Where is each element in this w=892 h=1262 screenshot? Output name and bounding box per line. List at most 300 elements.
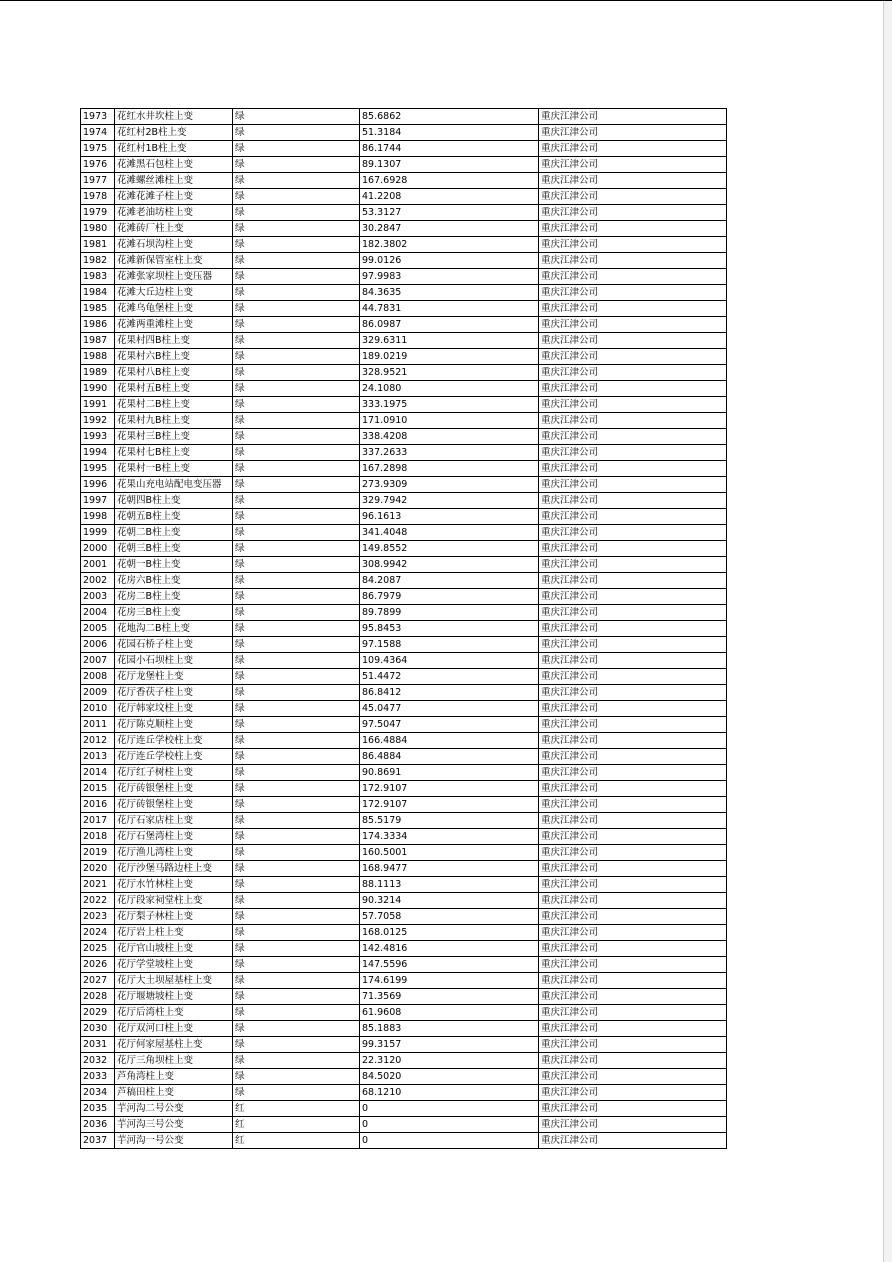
table-row (81, 557, 727, 573)
transformer-name-cell: 花厅渔儿湾柱上变 (115, 845, 233, 861)
company-cell: 重庆江津公司 (539, 333, 727, 349)
row-number-cell: 2013 (81, 749, 115, 765)
table-row (81, 909, 727, 925)
company-cell: 重庆江津公司 (539, 381, 727, 397)
row-number-cell: 1980 (81, 221, 115, 237)
status-color-cell: 红 (233, 1133, 360, 1149)
table-row (81, 861, 727, 877)
status-color-cell: 绿 (233, 205, 360, 221)
value-cell: 149.8552 (360, 541, 539, 557)
transformer-name-cell: 花厅大土坝屋基柱上变 (115, 973, 233, 989)
company-cell: 重庆江津公司 (539, 589, 727, 605)
table-row (81, 893, 727, 909)
company-cell: 重庆江津公司 (539, 493, 727, 509)
row-number-cell: 2031 (81, 1037, 115, 1053)
status-color-cell: 绿 (233, 797, 360, 813)
table-row (81, 813, 727, 829)
status-color-cell: 绿 (233, 221, 360, 237)
transformer-name-cell: 花厅梨子林柱上变 (115, 909, 233, 925)
value-cell: 329.6311 (360, 333, 539, 349)
table-row (81, 589, 727, 605)
value-cell: 0 (360, 1133, 539, 1149)
status-color-cell: 红 (233, 1117, 360, 1133)
status-color-cell: 绿 (233, 701, 360, 717)
company-cell: 重庆江津公司 (539, 1085, 727, 1101)
value-cell: 328.9521 (360, 365, 539, 381)
status-color-cell: 绿 (233, 925, 360, 941)
value-cell: 22.3120 (360, 1053, 539, 1069)
status-color-cell: 绿 (233, 477, 360, 493)
transformer-name-cell: 花滩石坝沟柱上变 (115, 237, 233, 253)
status-color-cell: 绿 (233, 173, 360, 189)
table-row (81, 573, 727, 589)
table-row (81, 509, 727, 525)
row-number-cell: 1996 (81, 477, 115, 493)
row-number-cell: 1973 (81, 109, 115, 125)
transformer-name-cell: 花厅三角坝柱上变 (115, 1053, 233, 1069)
company-cell: 重庆江津公司 (539, 1101, 727, 1117)
table-row (81, 285, 727, 301)
table-row (81, 845, 727, 861)
table-row (81, 397, 727, 413)
value-cell: 147.5596 (360, 957, 539, 973)
value-cell: 86.1744 (360, 141, 539, 157)
company-cell: 重庆江津公司 (539, 877, 727, 893)
row-number-cell: 1987 (81, 333, 115, 349)
transformer-name-cell: 花厅石堡湾柱上变 (115, 829, 233, 845)
company-cell: 重庆江津公司 (539, 637, 727, 653)
row-number-cell: 2017 (81, 813, 115, 829)
transformer-name-cell: 花滩砖厂柱上变 (115, 221, 233, 237)
row-number-cell: 1984 (81, 285, 115, 301)
row-number-cell: 2019 (81, 845, 115, 861)
table-row (81, 237, 727, 253)
row-number-cell: 1982 (81, 253, 115, 269)
company-cell: 重庆江津公司 (539, 909, 727, 925)
table-row (81, 797, 727, 813)
status-color-cell: 绿 (233, 893, 360, 909)
transformer-name-cell: 花厅红子树柱上变 (115, 765, 233, 781)
row-number-cell: 1977 (81, 173, 115, 189)
value-cell: 171.0910 (360, 413, 539, 429)
row-number-cell: 1974 (81, 125, 115, 141)
transformer-name-cell: 花果村二B柱上变 (115, 397, 233, 413)
table-row (81, 637, 727, 653)
row-number-cell: 2002 (81, 573, 115, 589)
status-color-cell: 绿 (233, 813, 360, 829)
value-cell: 329.7942 (360, 493, 539, 509)
table-row (81, 317, 727, 333)
company-cell: 重庆江津公司 (539, 557, 727, 573)
value-cell: 41.2208 (360, 189, 539, 205)
value-cell: 97.1588 (360, 637, 539, 653)
status-color-cell: 绿 (233, 253, 360, 269)
status-color-cell: 绿 (233, 653, 360, 669)
status-color-cell: 绿 (233, 717, 360, 733)
row-number-cell: 2022 (81, 893, 115, 909)
status-color-cell: 绿 (233, 829, 360, 845)
table-row (81, 1085, 727, 1101)
row-number-cell: 2027 (81, 973, 115, 989)
value-cell: 97.5047 (360, 717, 539, 733)
status-color-cell: 绿 (233, 1037, 360, 1053)
row-number-cell: 1992 (81, 413, 115, 429)
value-cell: 85.6862 (360, 109, 539, 125)
value-cell: 51.4472 (360, 669, 539, 685)
table-row (81, 141, 727, 157)
status-color-cell: 绿 (233, 333, 360, 349)
table-row (81, 205, 727, 221)
value-cell: 168.0125 (360, 925, 539, 941)
row-number-cell: 2012 (81, 733, 115, 749)
company-cell: 重庆江津公司 (539, 445, 727, 461)
transformer-name-cell: 花滩花滩子柱上变 (115, 189, 233, 205)
scrollbar-track[interactable] (883, 1, 892, 1262)
transformer-name-cell: 花厅岩上柱上变 (115, 925, 233, 941)
company-cell: 重庆江津公司 (539, 781, 727, 797)
transformer-name-cell: 花朝一B柱上变 (115, 557, 233, 573)
table-row (81, 957, 727, 973)
transformer-name-cell: 花果村五B柱上变 (115, 381, 233, 397)
value-cell: 160.5001 (360, 845, 539, 861)
status-color-cell: 绿 (233, 573, 360, 589)
row-number-cell: 2018 (81, 829, 115, 845)
transformer-name-cell: 芦稿田柱上变 (115, 1085, 233, 1101)
status-color-cell: 绿 (233, 909, 360, 925)
value-cell: 24.1080 (360, 381, 539, 397)
table-row (81, 429, 727, 445)
company-cell: 重庆江津公司 (539, 525, 727, 541)
company-cell: 重庆江津公司 (539, 653, 727, 669)
status-color-cell: 绿 (233, 525, 360, 541)
transformer-name-cell: 花果村九B柱上变 (115, 413, 233, 429)
row-number-cell: 2003 (81, 589, 115, 605)
row-number-cell: 1978 (81, 189, 115, 205)
row-number-cell: 2033 (81, 1069, 115, 1085)
table-row (81, 1005, 727, 1021)
row-number-cell: 1991 (81, 397, 115, 413)
company-cell: 重庆江津公司 (539, 109, 727, 125)
table-row (81, 989, 727, 1005)
value-cell: 84.3635 (360, 285, 539, 301)
value-cell: 99.0126 (360, 253, 539, 269)
table-row (81, 621, 727, 637)
value-cell: 337.2633 (360, 445, 539, 461)
row-number-cell: 2010 (81, 701, 115, 717)
row-number-cell: 2032 (81, 1053, 115, 1069)
table-row (81, 1101, 727, 1117)
company-cell: 重庆江津公司 (539, 301, 727, 317)
value-cell: 95.8453 (360, 621, 539, 637)
row-number-cell: 2007 (81, 653, 115, 669)
row-number-cell: 1981 (81, 237, 115, 253)
value-cell: 308.9942 (360, 557, 539, 573)
transformer-name-cell: 花厅陈克顺柱上变 (115, 717, 233, 733)
table-row (81, 189, 727, 205)
value-cell: 86.7979 (360, 589, 539, 605)
status-color-cell: 绿 (233, 109, 360, 125)
table-row (81, 781, 727, 797)
status-color-cell: 绿 (233, 845, 360, 861)
company-cell: 重庆江津公司 (539, 749, 727, 765)
status-color-cell: 绿 (233, 781, 360, 797)
value-cell: 86.0987 (360, 317, 539, 333)
company-cell: 重庆江津公司 (539, 205, 727, 221)
row-number-cell: 2008 (81, 669, 115, 685)
transformer-name-cell: 花朝二B柱上变 (115, 525, 233, 541)
company-cell: 重庆江津公司 (539, 1037, 727, 1053)
status-color-cell: 绿 (233, 877, 360, 893)
company-cell: 重庆江津公司 (539, 317, 727, 333)
row-number-cell: 2021 (81, 877, 115, 893)
transformer-name-cell: 花果村一B柱上变 (115, 461, 233, 477)
table-row (81, 925, 727, 941)
value-cell: 30.2847 (360, 221, 539, 237)
company-cell: 重庆江津公司 (539, 157, 727, 173)
value-cell: 89.7899 (360, 605, 539, 621)
status-color-cell: 绿 (233, 1053, 360, 1069)
status-color-cell: 绿 (233, 941, 360, 957)
company-cell: 重庆江津公司 (539, 349, 727, 365)
transformer-name-cell: 花滩新保管室柱上变 (115, 253, 233, 269)
table-row (81, 829, 727, 845)
transformer-name-cell: 花厅后湾柱上变 (115, 1005, 233, 1021)
transformer-name-cell: 芋河沟一号公变 (115, 1133, 233, 1149)
value-cell: 68.1210 (360, 1085, 539, 1101)
company-cell: 重庆江津公司 (539, 1069, 727, 1085)
company-cell: 重庆江津公司 (539, 1005, 727, 1021)
table-row (81, 765, 727, 781)
transformer-name-cell: 花厅堰塘坡柱上变 (115, 989, 233, 1005)
row-number-cell: 1995 (81, 461, 115, 477)
transformer-name-cell: 花果山充电站配电变压器 (115, 477, 233, 493)
company-cell: 重庆江津公司 (539, 477, 727, 493)
company-cell: 重庆江津公司 (539, 701, 727, 717)
value-cell: 142.4816 (360, 941, 539, 957)
value-cell: 51.3184 (360, 125, 539, 141)
table-row (81, 125, 727, 141)
value-cell: 53.3127 (360, 205, 539, 221)
status-color-cell: 红 (233, 1101, 360, 1117)
row-number-cell: 1985 (81, 301, 115, 317)
value-cell: 85.5179 (360, 813, 539, 829)
status-color-cell: 绿 (233, 557, 360, 573)
status-color-cell: 绿 (233, 989, 360, 1005)
transformer-name-cell: 花房三B柱上变 (115, 605, 233, 621)
value-cell: 45.0477 (360, 701, 539, 717)
company-cell: 重庆江津公司 (539, 541, 727, 557)
status-color-cell: 绿 (233, 493, 360, 509)
row-number-cell: 2006 (81, 637, 115, 653)
transformer-name-cell: 花厅石家店柱上变 (115, 813, 233, 829)
company-cell: 重庆江津公司 (539, 189, 727, 205)
transformer-name-cell: 花滩张家坝柱上变压器 (115, 269, 233, 285)
status-color-cell: 绿 (233, 461, 360, 477)
company-cell: 重庆江津公司 (539, 621, 727, 637)
value-cell: 97.9983 (360, 269, 539, 285)
company-cell: 重庆江津公司 (539, 1133, 727, 1149)
transformer-name-cell: 花厅龙堡柱上变 (115, 669, 233, 685)
table-row (81, 445, 727, 461)
transformer-name-cell: 花园石桥子柱上变 (115, 637, 233, 653)
value-cell: 84.2087 (360, 573, 539, 589)
company-cell: 重庆江津公司 (539, 829, 727, 845)
row-number-cell: 1994 (81, 445, 115, 461)
table-row (81, 669, 727, 685)
table-row (81, 333, 727, 349)
company-cell: 重庆江津公司 (539, 141, 727, 157)
value-cell: 168.9477 (360, 861, 539, 877)
company-cell: 重庆江津公司 (539, 765, 727, 781)
value-cell: 61.9608 (360, 1005, 539, 1021)
status-color-cell: 绿 (233, 589, 360, 605)
transformer-name-cell: 花厅连丘学校柱上变 (115, 749, 233, 765)
row-number-cell: 2025 (81, 941, 115, 957)
table-row (81, 1037, 727, 1053)
transformer-name-cell: 花厅官山坡柱上变 (115, 941, 233, 957)
table-row (81, 1133, 727, 1149)
transformer-name-cell: 花滩螺丝滩柱上变 (115, 173, 233, 189)
row-number-cell: 2029 (81, 1005, 115, 1021)
table-row (81, 365, 727, 381)
company-cell: 重庆江津公司 (539, 845, 727, 861)
company-cell: 重庆江津公司 (539, 413, 727, 429)
company-cell: 重庆江津公司 (539, 733, 727, 749)
transformer-name-cell: 花厅双河口柱上变 (115, 1021, 233, 1037)
table-row (81, 941, 727, 957)
transformer-name-cell: 芋河沟三号公变 (115, 1117, 233, 1133)
row-number-cell: 2037 (81, 1133, 115, 1149)
company-cell: 重庆江津公司 (539, 237, 727, 253)
table-row (81, 541, 727, 557)
value-cell: 0 (360, 1101, 539, 1117)
status-color-cell: 绿 (233, 1021, 360, 1037)
value-cell: 273.9309 (360, 477, 539, 493)
transformer-name-cell: 花厅水竹林柱上变 (115, 877, 233, 893)
status-color-cell: 绿 (233, 621, 360, 637)
status-color-cell: 绿 (233, 365, 360, 381)
row-number-cell: 1989 (81, 365, 115, 381)
status-color-cell: 绿 (233, 189, 360, 205)
table-row (81, 1117, 727, 1133)
row-number-cell: 2026 (81, 957, 115, 973)
value-cell: 86.4884 (360, 749, 539, 765)
status-color-cell: 绿 (233, 861, 360, 877)
transformer-name-cell: 花厅学堂坡柱上变 (115, 957, 233, 973)
row-number-cell: 2020 (81, 861, 115, 877)
status-color-cell: 绿 (233, 125, 360, 141)
value-cell: 96.1613 (360, 509, 539, 525)
value-cell: 174.3334 (360, 829, 539, 845)
company-cell: 重庆江津公司 (539, 509, 727, 525)
value-cell: 89.1307 (360, 157, 539, 173)
row-number-cell: 2035 (81, 1101, 115, 1117)
status-color-cell: 绿 (233, 509, 360, 525)
status-color-cell: 绿 (233, 669, 360, 685)
table-row (81, 1053, 727, 1069)
row-number-cell: 1997 (81, 493, 115, 509)
transformer-name-cell: 花厅砖银堡柱上变 (115, 781, 233, 797)
company-cell: 重庆江津公司 (539, 365, 727, 381)
row-number-cell: 2036 (81, 1117, 115, 1133)
status-color-cell: 绿 (233, 765, 360, 781)
value-cell: 166.4884 (360, 733, 539, 749)
status-color-cell: 绿 (233, 397, 360, 413)
row-number-cell: 1999 (81, 525, 115, 541)
status-color-cell: 绿 (233, 957, 360, 973)
company-cell: 重庆江津公司 (539, 173, 727, 189)
company-cell: 重庆江津公司 (539, 989, 727, 1005)
row-number-cell: 1986 (81, 317, 115, 333)
value-cell: 174.6199 (360, 973, 539, 989)
transformer-name-cell: 花朝三B柱上变 (115, 541, 233, 557)
status-color-cell: 绿 (233, 445, 360, 461)
table-row (81, 109, 727, 125)
company-cell: 重庆江津公司 (539, 253, 727, 269)
transformer-name-cell: 芋河沟二号公变 (115, 1101, 233, 1117)
status-color-cell: 绿 (233, 1085, 360, 1101)
transformer-name-cell: 花朝五B柱上变 (115, 509, 233, 525)
value-cell: 167.2898 (360, 461, 539, 477)
status-color-cell: 绿 (233, 317, 360, 333)
status-color-cell: 绿 (233, 749, 360, 765)
company-cell: 重庆江津公司 (539, 925, 727, 941)
transformer-name-cell: 花房二B柱上变 (115, 589, 233, 605)
transformer-name-cell: 花红村2B柱上变 (115, 125, 233, 141)
row-number-cell: 2015 (81, 781, 115, 797)
company-cell: 重庆江津公司 (539, 685, 727, 701)
status-color-cell: 绿 (233, 685, 360, 701)
company-cell: 重庆江津公司 (539, 573, 727, 589)
value-cell: 90.8691 (360, 765, 539, 781)
value-cell: 333.1975 (360, 397, 539, 413)
transformer-name-cell: 花厅韩家坟柱上变 (115, 701, 233, 717)
table-row (81, 461, 727, 477)
table-row (81, 733, 727, 749)
value-cell: 99.3157 (360, 1037, 539, 1053)
table-row (81, 253, 727, 269)
row-number-cell: 1990 (81, 381, 115, 397)
company-cell: 重庆江津公司 (539, 893, 727, 909)
table-body (81, 109, 727, 1149)
transformer-name-cell: 花果村四B柱上变 (115, 333, 233, 349)
status-color-cell: 绿 (233, 1069, 360, 1085)
table-row (81, 173, 727, 189)
row-number-cell: 2011 (81, 717, 115, 733)
company-cell: 重庆江津公司 (539, 973, 727, 989)
transformer-name-cell: 花厅香茯子柱上变 (115, 685, 233, 701)
transformer-name-cell: 花滩黑石包柱上变 (115, 157, 233, 173)
value-cell: 167.6928 (360, 173, 539, 189)
row-number-cell: 2030 (81, 1021, 115, 1037)
table-row (81, 973, 727, 989)
table-row (81, 605, 727, 621)
row-number-cell: 2000 (81, 541, 115, 557)
transformer-name-cell: 花果村七B柱上变 (115, 445, 233, 461)
transformer-table (80, 108, 727, 1149)
status-color-cell: 绿 (233, 733, 360, 749)
table-row (81, 381, 727, 397)
status-color-cell: 绿 (233, 973, 360, 989)
company-cell: 重庆江津公司 (539, 397, 727, 413)
company-cell: 重庆江津公司 (539, 605, 727, 621)
transformer-name-cell: 花红村1B柱上变 (115, 141, 233, 157)
transformer-name-cell: 花果村六B柱上变 (115, 349, 233, 365)
row-number-cell: 2009 (81, 685, 115, 701)
table-row (81, 493, 727, 509)
transformer-name-cell: 花厅连丘学校柱上变 (115, 733, 233, 749)
company-cell: 重庆江津公司 (539, 429, 727, 445)
